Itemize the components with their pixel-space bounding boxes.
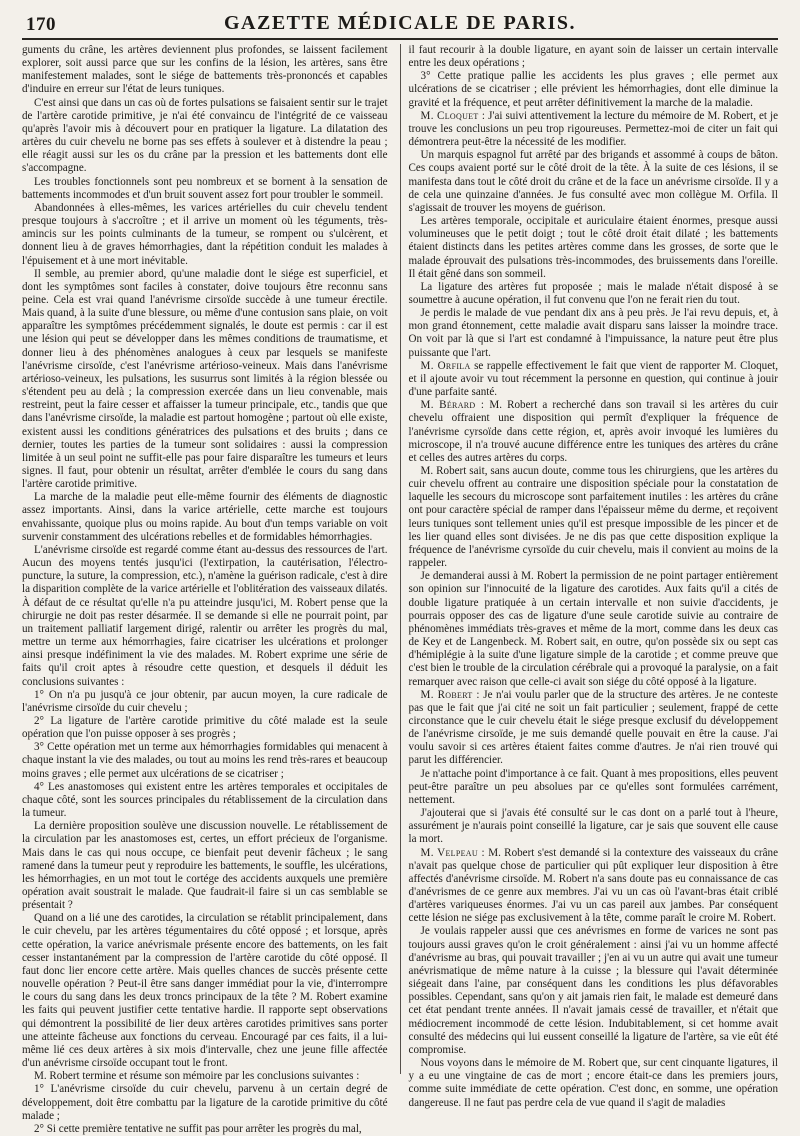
speaker-name: M. Robert : <box>420 688 480 701</box>
paragraph: Les troubles fonctionnels sont peu nombreux et se bornent à la sensation de battements incommodes et d'un bruit souvent assez fort pour troubler le sommeil. <box>22 175 388 201</box>
paragraph <box>409 768 778 807</box>
paragraph: 4° Les anastomoses qui existent entre les artères temporales et occipitales de chaque côté, sont les sources principales du rétablissement de la circulation dans la tumeur. <box>22 780 388 820</box>
paragraph <box>409 925 778 1057</box>
paragraph: guments du crâne, les artères deviennent plus profondes, se laissent facilement explorer, soit aussi parce que sur les confins de la lésion, les artères, sans être manifestement malades, sont le siége de battements très-prononcés et capables d'induire en erreur sur l'état de leurs tuniques. <box>22 44 388 96</box>
paragraph <box>409 44 778 70</box>
paragraph-text: J'ajouterai que si j'avais été consulté sur le cas dont on a parlé tout à l'heure, assurément je n'aurais point conseillé la ligature, car je sais que souvent elle cause la mort. <box>408 807 778 846</box>
paragraph-text: Je voulais rappeler aussi que ces anévrismes en forme de varices ne sont pas toujours aussi graves qu'on le croit généralement : ainsi j'ai vu un homme affecté d'anévrisme au bras, qui pouvait travailler ; j'en ai vu un autre qui avait une tumeur anévrismatique de même nature à la cuisse ; la blessure qui l'avait déterminée siégeait dans l'aine, par conséquent dans les conditions les plus défavorables possibles. Cependant, sans qu'on y ait jamais rien fait, le malade est demeuré dans cet état pendant trente années. Il n'avait jamais cessé de travailler, et n'était que médiocrement incommodé de cette lésion. Indubitablement, si cet homme avait consulté des médecins qui lui eussent conseillé la ligature de l'artère, sa vie eût été compromise. <box>408 925 778 1056</box>
paragraph-text: se rappelle effectivement le fait que vient de rapporter M. Cloquet, et il ajoute avoir vu tout récemment la personne en question, qui continue à jouir d'une parfaite santé. <box>408 359 778 399</box>
paragraph: Il semble, au premier abord, qu'une maladie dont le siége est superficiel, et dont les symptômes sont faciles à constater, doive toujours être reconnu sans peine. Cela est vrai quand l'anévrisme cirsoïde succède à une tumeur érectile. Mais quand, à la suite d'une blessure, ou même d'une contusion sans plaie, on voit apparaître les symptômes précédemment signalés, le doute est permis : car il est une lésion qui peut se développer dans les mêmes conditions de traumatisme, et donner lieu à des phénomènes analogues à ceux par lesquels se manifeste l'anévrisme cirsoïde, c'est l'anévrisme artérioso-veineux. Mais dans l'anévrisme artérioso-veineux, les pulsations, les susurrus sont limités à la région blessée ou s'étendent peu au delà ; la compression exercée dans un lieu convenable, mais restreint, peut la faire cesser et affaisser la tumeur principale, etc., tandis que que dans l'anévrisme cirsoïde, la maladie est partout homogène ; partout où elle existe, existent aussi les conditions génératrices des pulsations et des bruits ; dans ce dernier, toutes les parties de la tumeur sont solidaires : aussi la compression limitée à un seul point ne suffit-elle pas pour faire disparaître les tumeurs et leurs signes. Il faut, pour obtenir un résultat, arrêter d'emblée le cours du sang dans l'artère carotide primitive. <box>22 267 388 491</box>
paragraph <box>409 847 778 926</box>
paragraph: Quand on a lié une des carotides, la circulation se rétablit principalement, dans le cuir chevelu, par les artères tégumentaires du côté opposé ; et lorsque, après cette opération, la varice anévrismale présente encore des battements, on les fait cesser instantanément par la compression de l'artère carotide du côté opposé. Il faut donc lier encore cette artère. Mais quelles chances de succès présente cette nouvelle opération ? Peut-il être sans danger immédiat pour la vie, d'interrompre le cours du sang dans les deux troncs principaux de la tête ? M. Robert examine les faits qui peuvent justifier cette tentative hardie. Il rapporte sept observations qui démontrent la possibilité de lier deux artères carotides primitives sans porter une atteinte fâcheuse aux fonctions du cerveau. Encouragé par ces faits, il a lui-même lié ces deux artères à six mois d'intervalle, chez une jeune fille affectée d'un anévrisme cirsoïde occupant tout le front. <box>22 912 388 1070</box>
paragraph <box>409 689 778 768</box>
paragraph-text: J'ai suivi attentivement la lecture du mémoire de M. Robert, et je trouve les conclusions un peu trop rigoureuses. Permettez-moi de citer un fait qui démontrera peut-être la nécessité de les modifier. <box>408 109 778 149</box>
paragraph-text: M. Robert sait, sans aucun doute, comme tous les chirurgiens, que les artères du cuir chevelu offrent au contraire une disposition spéciale pour la constatation de laquelle les secours du microscope sont parfaitement inutiles : les artères du crâne ont pour caractère spécial de ramper dans l'épaisseur même du derme, et reçoivent leurs tuniques sont tellement unies qu'il est presque impossible de les pincer et de les lier quand elles sont divisées. Je ne dis pas que cette disposition explique la fréquence de l'anévrisme cyrsoïde du cuir chevelu, mais il convient au moins de la rappeler. <box>408 465 778 570</box>
paragraph: L'anévrisme cirsoïde est regardé comme étant au-dessus des ressources de l'art. Aucun des moyens tentés jusqu'ici (l'extirpation, la cautérisation, l'électro-puncture, la suture, la compression, etc.), n'amène la guérison radicale, c'est à dire la disparition complète de la varice artérielle et l'oblitération des vaisseaux dilatés. À défaut de ce résultat qu'elle n'a pu atteindre jusqu'ici, M. Robert pense que la chirurgie ne doit pas rester désarmée. Il se demande si elle ne pourrait point, par un traitement palliatif largement dirigé, ralentir ou arrêter les progrès du mal, mettre un terme aux hémorrhagies, faire cicatriser les ulcérations et prolonger ainsi presque indéfiniment la vie des malades. M. Robert exprime une série de faits qu'il croit aptes à résoudre cette question, et desquels il déduit les conclusions suivantes : <box>22 543 388 688</box>
text-columns <box>22 44 778 1135</box>
paragraph: C'est ainsi que dans un cas où de fortes pulsations se faisaient sentir sur le trajet de l'artère carotide primitive, je n'ai été convaincu de l'intégrité de ce vaisseau qu'après l'avoir mis à découvert pour en pratiquer la ligature. La dilatation des artères du cuir chevelu ne borne pas ses effets à soulever et à distendre la peau ; elle réagit aussi sur les os du crâne par la pression et les battements dont elle s'accompagne. <box>22 96 388 175</box>
paragraph: 1° On n'a pu jusqu'à ce jour obtenir, par aucun moyen, la cure radicale de l'anévrisme cirsoïde du cuir chevelu ; <box>22 688 388 714</box>
paragraph-text: M. Robert s'est demandé si la contexture des vaisseaux du crâne n'avait pas quelque chose de particulier qui pût expliquer leur disposition à être affectés d'anévrisme cirsoïde. M. Robert n'a sans doute pas eu connaissance de cas d'anévrismes de ce genre aux membres. J'ai vu un cas où l'avant-bras était criblé d'artères variqueuses énormes. J'ai vu un cas pareil aux jambes. Par conséquent cette lésion ne siége pas exclusivement à la tête, comme paraît le croire M. Robert. <box>408 846 778 925</box>
paragraph-text: Je n'ai voulu parler que de la structure des artères. Je ne conteste pas que le fait que j'ai cité ne soit un fait particulier ; seulement, frappé de cette circonstance que le cuir chevelu était le siége presque exclusif du développement de l'anévrisme cirsoïde, je me suis demandé quelle pouvait en être la cause. J'ai voulu savoir si ces artères étaient faites comme d'autres. Je n'ai rien trouvé qui parut les différencier. <box>408 688 778 767</box>
paragraph-text: 3° Cette pratique pallie les accidents les plus graves ; elle permet aux ulcérations de se cicatriser ; elle prévient les hémorrhagies, dont elle diminue la gravité et la fréquence, et peut arrêter définitivement la marche de la maladie. <box>408 70 778 109</box>
paragraph: 2° Si cette première tentative ne suffit pas pour arrêter les progrès du mal, <box>34 1122 362 1135</box>
paragraph <box>409 215 778 281</box>
paragraph <box>409 307 778 360</box>
paragraph-text: il faut recourir à la double ligature, en ayant soin de laisser un certain intervalle entre les deux opérations ; <box>408 44 778 70</box>
page-number: 170 <box>26 14 56 35</box>
paragraph: La marche de la maladie peut elle-même fournir des éléments de diagnostic assez importants. Ainsi, dans la varice artérielle, cette marche est toujours envahissante, quoique plus ou moins rapide. Au bout d'un temps variable on voit survenir constamment des ulcérations rebelles et de formidables hémorrhagies. <box>22 491 388 543</box>
speaker-name: M. Orfila <box>420 359 471 372</box>
paragraph-text: Nous voyons dans le mémoire de M. Robert que, sur cent cinquante ligatures, il y a eu une vingtaine de cas de mort ; encore était-ce dans les premiers jours, comme suite immédiate de cette opération. C'est donc, en somme, une opération dangereuse. Il ne faut pas perdre cela de vue quand il s'agit de maladies <box>408 1057 778 1109</box>
paragraph: 3° Cette opération met un terme aux hémorrhagies formidables qui menacent à chaque instant la vie des malades, ou tout au moins les rend très-rares et beaucoup moins graves ; elle permet aux ulcérations de se cicatriser ; <box>22 741 388 780</box>
page-header <box>22 10 778 40</box>
paragraph: La dernière proposition soulève une discussion nouvelle. Le rétablissement de la circulation par les anastomoses est, certes, un effort précieux de l'organisme. Mais dans le cas qui nous occupe, ce bienfait peut devenir fâcheux ; le sang ramené dans la tumeur peut y reproduire les battements, le souffle, les ulcérations, les hémorrhagies, en un mot tout le cortége des accidents auxquels une première opération avait soustrait le malade. Que faudrait-il faire si un cas semblable se présentait ? <box>22 820 388 912</box>
running-title: GAZETTE MÉDICALE DE PARIS. <box>223 12 577 34</box>
paragraph-text: Je demanderai aussi à M. Robert la permission de ne point partager entièrement son opinion sur l'innocuité de la ligature des carotides. Aux faits qu'il a cités de double ligature pratiquée à un certain intervalle et non suivie d'accidents, je pourrais opposer des cas de ligature d'une seule carotide suivie au contraire de phénomènes immédiats très-graves et même de la mort, comme dans les deux cas de Key et de Langenbeck. M. Robert sait, en outre, qu'on possède six ou sept cas d'hémiplégie à la suite d'une ligature simple de la carotide ; et comme preuve que c'est bien le trouble de la circulation cérébrale qui a provoqué la paralysie, on a fait remarquer avec raison que celle-ci avait son siége du côté opposé à la ligature. <box>408 570 778 688</box>
paragraph-text: M. Robert a recherché dans son travail si les artères du cuir chevelu offraient une disposition qui permît d'expliquer la fréquence de l'anévrisme cyrsoïde dans cette région, et, après avoir invoqué les lumières du microscope, il n'a trouvé aucune différence entre les tuniques des artères du crâne et celles des autres artères du corps. <box>408 399 778 464</box>
paragraph <box>409 110 778 149</box>
paragraph <box>409 281 778 307</box>
paragraph <box>409 807 778 846</box>
paragraph: Abandonnées à elles-mêmes, les varices artérielles du cuir chevelu tendent presque toujours à s'accroître ; et il arrive un moment où les téguments, très-amincis sur les points culminants de la tumeur, se rompent ou s'ulcèrent, et donnent lieu à de graves hémorrhagies, dant la répétition conduit les malades à l'épuisement et à une mort inévitable. <box>22 201 388 267</box>
left-column <box>22 44 394 1135</box>
speaker-name: M. Bérard : <box>420 399 485 412</box>
paragraph-text: Je perdis le malade de vue pendant dix ans à peu près. Je l'ai revu depuis, et, à mon grand étonnement, cette maladie avait disparu sans laisser la moindre trace. On voit par là que si l'art est condamné à l'impuissance, la nature peut être plus puissante que l'art. <box>408 307 778 359</box>
paragraph <box>409 360 778 399</box>
paragraph: 1° L'anévrisme cirsoïde du cuir chevelu, parvenu à un certain degré de développement, doit être combattu par la ligature de la carotide primitive du côté malade ; <box>22 1083 388 1122</box>
paragraph: M. Robert termine et résume son mémoire par les conclusions suivantes : <box>34 1070 360 1083</box>
paragraph-text: Les artères temporale, occipitale et auriculaire étaient énormes, presque aussi volumineuses que le petit doigt ; tout le côté droit était dilaté ; les battements étaient distincts dans les petites artères comme dans les grosses, de sorte que le malade éprouvait des pulsations très-incommodes, des bruissements dans l'oreille. Il était gêné dans son sommeil. <box>408 215 778 280</box>
paragraph <box>409 70 778 109</box>
speaker-name: M. Velpeau : <box>420 846 485 859</box>
paragraph <box>409 570 778 688</box>
paragraph <box>409 149 778 215</box>
paragraph <box>409 465 778 570</box>
paragraph <box>409 1057 778 1110</box>
paragraph-text: Je n'attache point d'importance à ce fait. Quant à mes propositions, elles peuvent peut-être paraître un peu absolues par ce qu'elles sont formulées carrément, nettement. <box>408 767 778 806</box>
paragraph-text: Un marquis espagnol fut arrêté par des brigands et assommé à coups de bâton. Ces coups avaient porté sur le côté droit de la tête. À la suite de ces lésions, il se manifesta dans tout le côté droit du crâne et de la face un anévrisme cirsoïde. Il y a de cela une quinzaine d'années. Je fus consulté avec mon collègue M. Orfila. Il s'agissait de trouver les moyens de guérison. <box>408 149 778 214</box>
right-column <box>407 44 778 1109</box>
speaker-name: M. Cloquet : <box>420 109 486 122</box>
column-divider <box>400 44 401 1074</box>
paragraph <box>409 399 778 465</box>
paragraph-text: La ligature des artères fut proposée ; mais le malade n'était disposé à se soumettre à aucune opération, il fut convenu que l'on ne ferait rien du tout. <box>408 280 778 306</box>
paragraph: 2° La ligature de l'artère carotide primitive du côté malade est la seule opération que l'on puisse opposer à ses progrès ; <box>22 714 388 741</box>
